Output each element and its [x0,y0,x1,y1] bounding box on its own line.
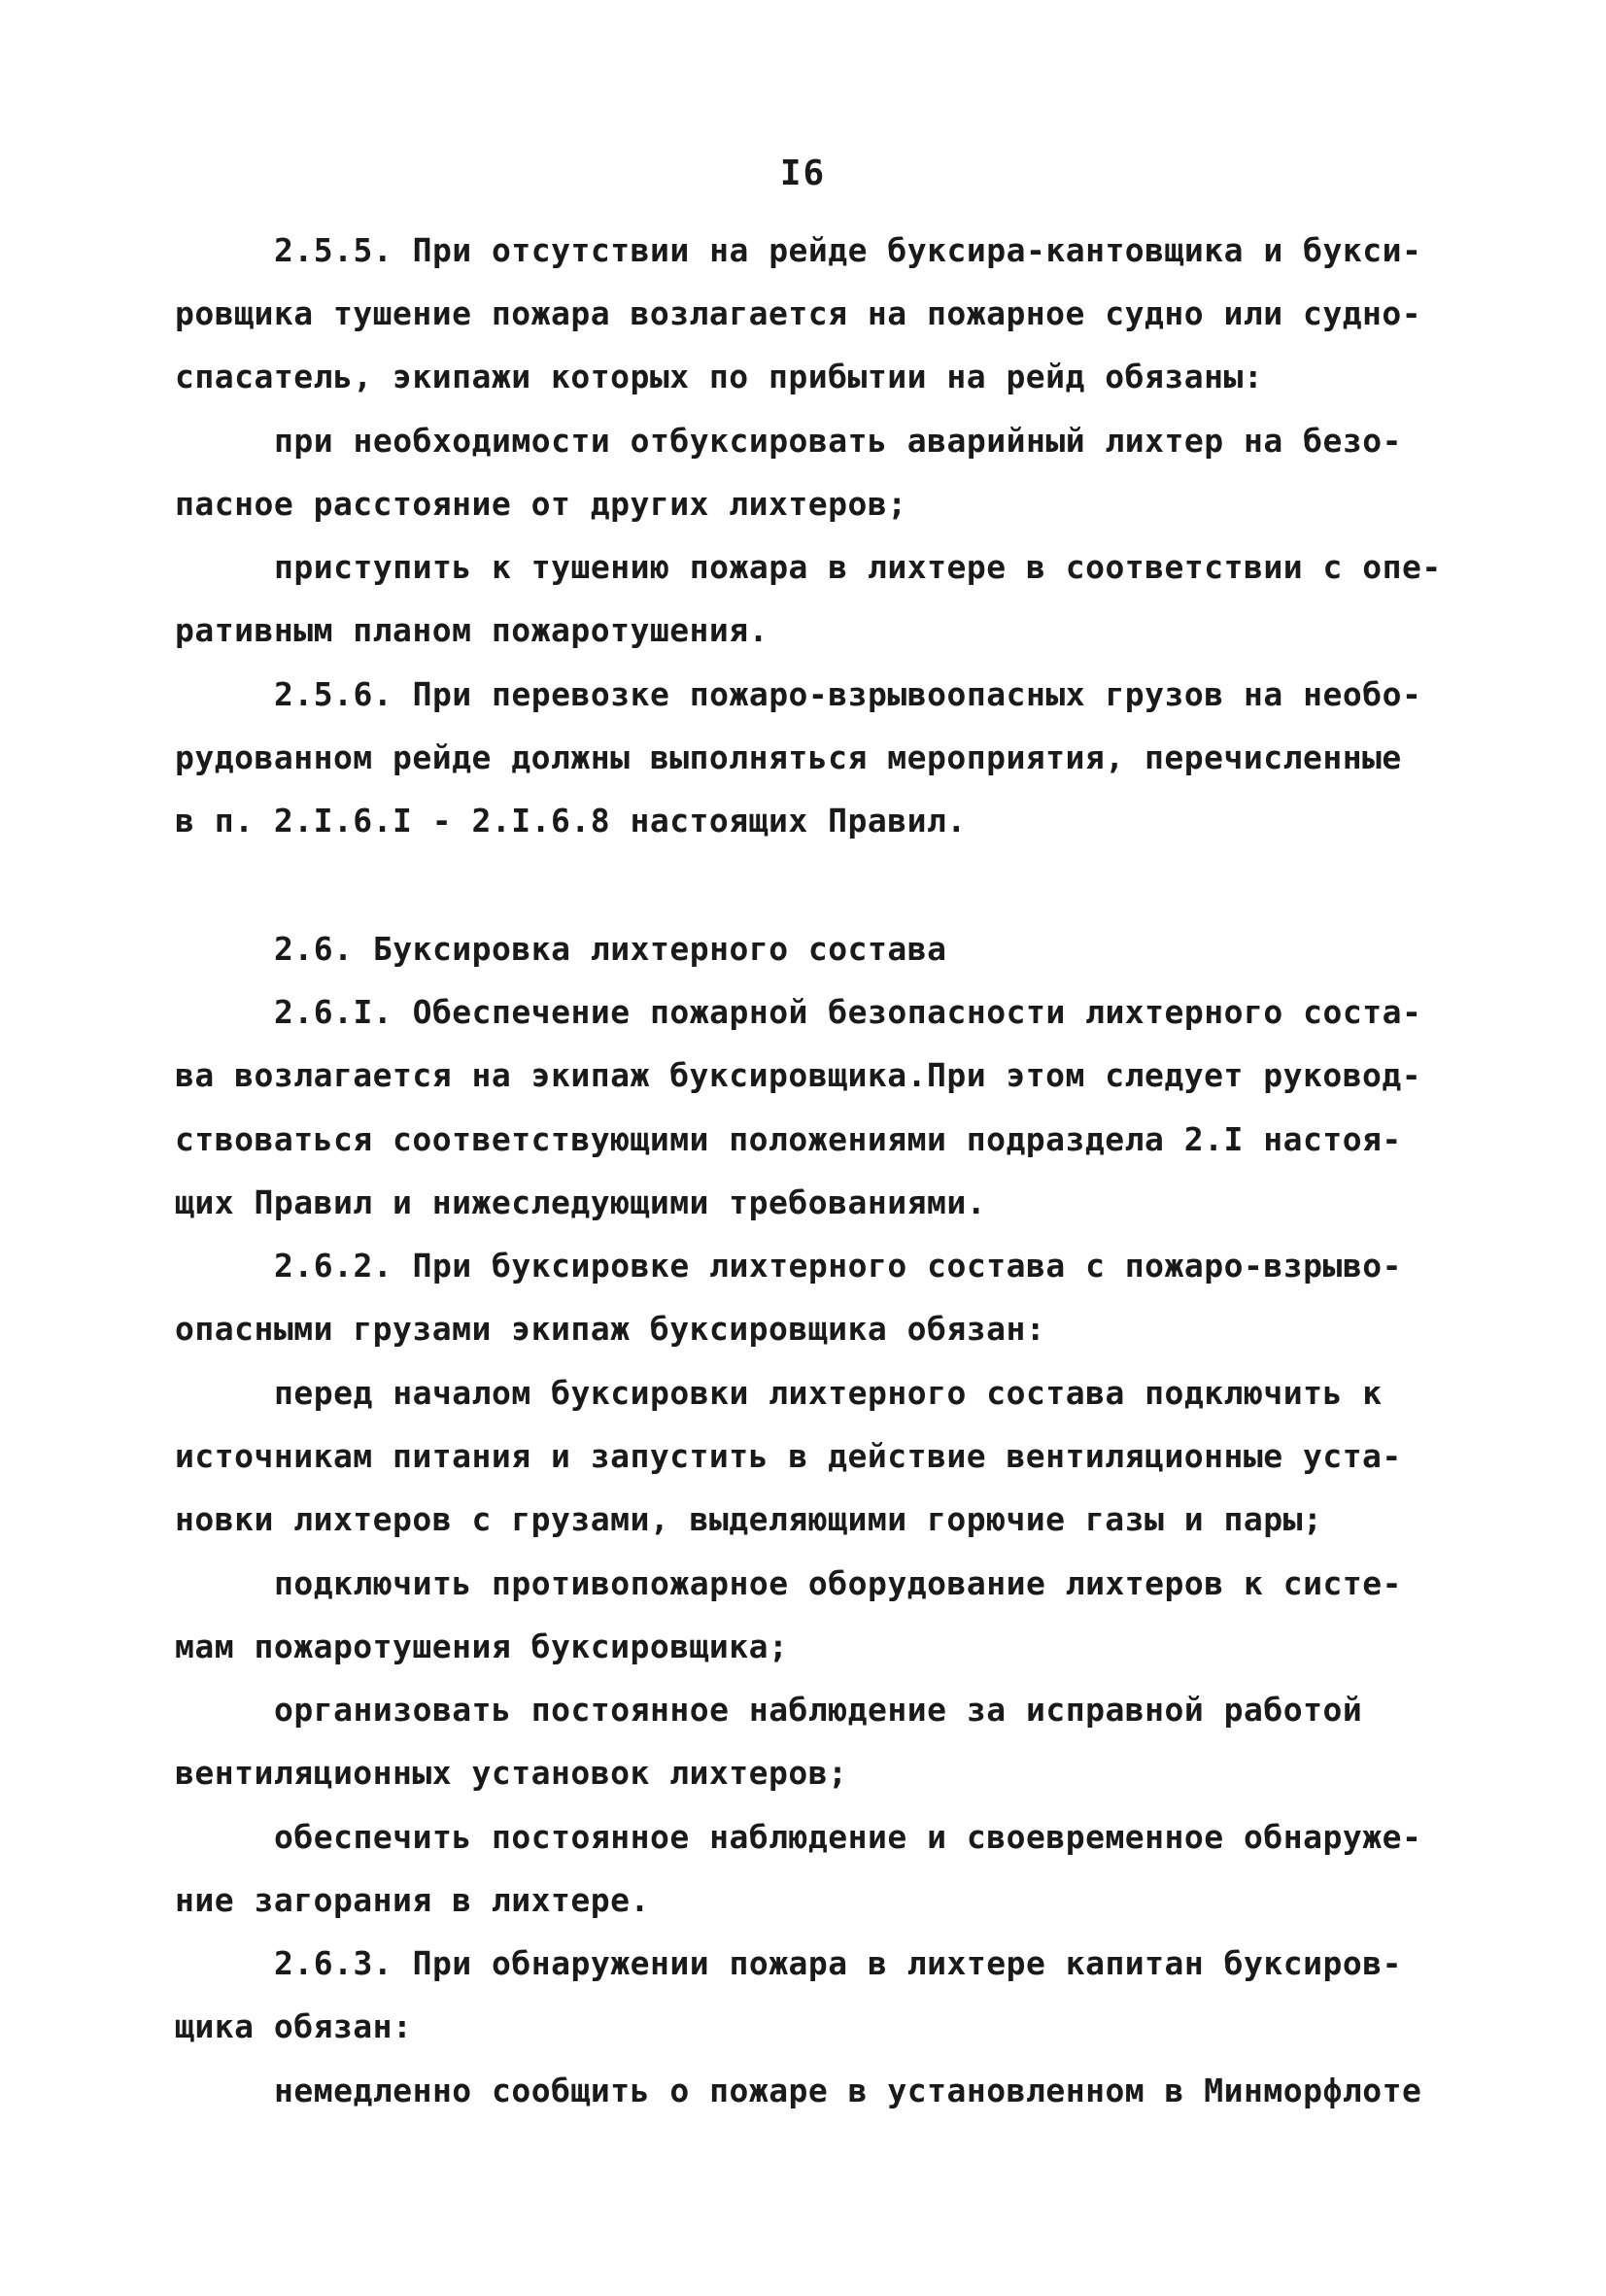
text-line: новки лихтеров с грузами, выделяющими горючие газы и пары; [175,1500,1323,1538]
text-line: 2.5.5. При отсутствии на рейде буксира-кантовщика и букси- [274,231,1422,269]
text-line: рудованном рейде должны выполняться мероприятия, перечисленные [175,738,1402,776]
text-line: вентиляционных установок лихтеров; [175,1754,848,1792]
text-line: подключить противопожарное оборудование лихтеров к систе- [274,1564,1402,1602]
text-line: щика обязан: [175,2007,413,2045]
text-line: пасное расстояние от других лихтеров; [175,485,907,523]
text-line: приступить к тушению пожара в лихтере в соответствии с опе- [274,548,1442,586]
text-line: 2.6.3. При обнаружении пожара в лихтере капитан буксиров- [274,1944,1402,1982]
text-line: ние загорания в лихтере. [175,1881,650,1919]
text-line: опасными грузами экипаж буксировщика обязан: [175,1310,1046,1348]
text-line: при необходимости отбуксировать аварийный лихтер на безо- [274,422,1402,460]
text-line: ровщика тушение пожара возлагается на пожарное судно или судно- [175,294,1422,332]
text-line: перед началом буксировки лихтерного состава подключить к [274,1374,1383,1412]
text-line: ствоваться соответствующими положениями подраздела 2.I настоя- [175,1120,1402,1158]
section-heading: 2.6. Буксировка лихтерного состава [274,930,947,968]
text-line: немедленно сообщить о пожаре в установленном в Минморфлоте [274,2072,1422,2109]
text-line: организовать постоянное наблюдение за исправной работой [274,1691,1363,1729]
text-line: мам пожаротушения буксировщика; [175,1628,789,1665]
text-line: щих Правил и нижеследующими требованиями. [175,1183,987,1221]
text-line: спасатель, экипажи которых по прибытии на рейд обязаны: [175,358,1264,395]
text-line: источникам питания и запустить в действие вентиляционные уста- [175,1437,1402,1475]
text-line: 2.6.I. Обеспечение пожарной безопасности лихтерного соста- [274,993,1422,1031]
text-line: ва возлагается на экипаж буксировщика.При этом следует руковод- [175,1056,1422,1094]
text-line: ративным планом пожаротушения. [175,611,769,649]
text-line: 2.5.6. При перевозке пожаро-взрывоопасных грузов на необо- [274,675,1422,713]
page-number: I6 [779,154,827,193]
text-line: в п. 2.I.6.I - 2.I.6.8 настоящих Правил. [175,802,967,840]
text-line: обеспечить постоянное наблюдение и своевременное обнаруже- [274,1818,1422,1856]
text-line: 2.6.2. При буксировке лихтерного состава с пожаро-взрыво- [274,1247,1402,1285]
